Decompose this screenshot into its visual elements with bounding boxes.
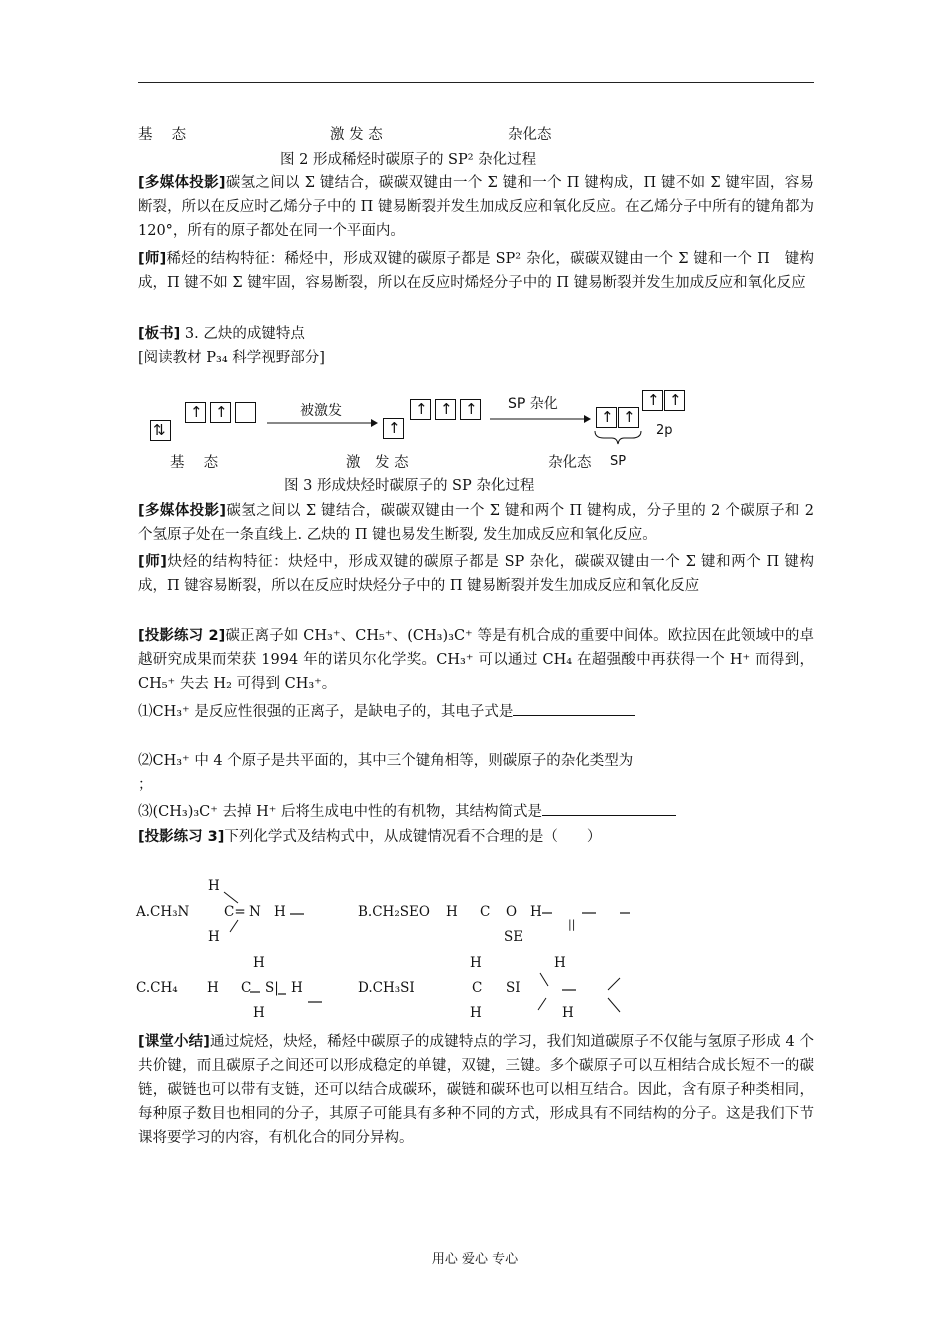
choice-a-label: A.CH₃N [136, 904, 190, 920]
exercise-3 [138, 825, 601, 849]
fig3-arrow2-label: SP 杂化 [508, 396, 558, 412]
arrow-up-down-icon: ⇅ [153, 421, 166, 439]
arrow-right-icon [490, 414, 592, 424]
board-note [138, 322, 305, 346]
orbital-box [383, 418, 404, 439]
paragraph-text: 碳氢之间以 Σ 键结合，碳碳双键由一个 Σ 键和两个 Π 键构成，分子里的 2 个碳原子和 2 个氢原子处在一条直线上. 乙炔的 Π 键也易发生断裂, 发生加成反应和氧化反应。 [138, 503, 814, 543]
paragraph-text: 炔烃的结构特征：炔烃中，形成双键的碳原子都是 SP 杂化，碳碳双键由一个 Σ 键和两个 Π 键构成，Π 键容易断裂，所以在反应时炔烃分子中的 Π 键易断裂并发生加成反应和氧化反应 [138, 554, 814, 594]
fig3-label-excited: 激 发 态 [346, 455, 409, 471]
atom-h: H [208, 929, 220, 945]
arrow-up-icon: ↑ [623, 408, 636, 426]
bond-lines-a [220, 890, 320, 935]
atom-n: N [249, 904, 261, 920]
atom-o: O [506, 904, 518, 920]
question-text: ⑴CH₃⁺ 是反应性很强的正离子，是缺电子的，其电子式是 [138, 704, 514, 720]
atom-h: H [291, 980, 303, 996]
question-3 [138, 800, 676, 824]
fig3-caption: 图 3 形成炔烃时碳原子的 SP 杂化过程 [284, 478, 535, 494]
paragraph-teacher-1 [138, 247, 814, 295]
arrow-up-icon: ↑ [190, 403, 203, 421]
orbital-box [435, 399, 456, 420]
orbital-box-sp [618, 407, 639, 428]
paragraph-teacher-2 [138, 550, 814, 598]
fig2-label-ground: 基 态 [138, 127, 187, 143]
atom-h: H [274, 904, 286, 920]
answer-blank[interactable] [542, 801, 676, 816]
arrow-up-icon: ↑ [669, 391, 682, 409]
orbital-box-sp [596, 407, 617, 428]
orbital-box [460, 399, 481, 420]
arrow-up-icon: ↑ [647, 391, 660, 409]
arrow-up-icon: ↑ [215, 403, 228, 421]
arrow-up-icon: ↑ [388, 419, 401, 437]
fig3-label-2p: 2p [656, 423, 673, 438]
paragraph-text: 通过烷烃，炔烃，稀烃中碳原子的成键特点的学习，我们知道碳原子不仅能与氢原子形成 4 个共价键，而且碳原子之间还可以形成稳定的单键，双键，三键。多个碳原子可以互相结合成长短不一的碳链，碳链也可以带有支链，还可以结合成碳环，碳链和碳环也可以相互结合。因此，含有原子种类相同，每种原子数目也相同的分子，其原子可能具有多种不同的方式，形成具有不同结构的分子。这是我们下节课将要学习的内容，有机化合的同分异构。 [138, 1034, 814, 1146]
board-text: 3. 乙炔的成键特点 [180, 326, 305, 342]
answer-blank[interactable] [513, 701, 635, 716]
fig2-label-hybrid: 杂化态 [508, 127, 552, 143]
tag-label: [投影练习 3] [138, 829, 225, 845]
orbital-box [235, 402, 256, 423]
class-summary [138, 1030, 814, 1150]
tag-label: [投影练习 2] [138, 628, 226, 644]
orbital-box-2p [642, 390, 663, 411]
atom-h: H [253, 955, 265, 971]
fig3-arrow1-label: 被激发 [300, 403, 342, 419]
atom-h: H [470, 955, 482, 971]
paragraph-multimedia-1 [138, 171, 814, 243]
arrow-up-icon: ↑ [601, 408, 614, 426]
atom-c: C [472, 980, 483, 996]
choice-c-label: C.CH₄ [136, 980, 178, 996]
paragraph-multimedia-2 [138, 499, 814, 547]
question-2-end: ； [138, 777, 153, 793]
fig3-label-ground: 基 态 [170, 455, 219, 471]
orbital-box [210, 402, 231, 423]
tag-label: [课堂小结] [138, 1034, 210, 1050]
orbital-box-2s-ground [150, 420, 171, 441]
bond-lines-b [540, 905, 640, 925]
tag-label: [多媒体投影] [138, 175, 226, 191]
tag-label: [师] [138, 251, 167, 267]
atom-h: H [208, 878, 220, 894]
paragraph-text: 稀烃的结构特征：稀烃中，形成双键的碳原子都是 SP² 杂化，碳碳双键由一个 Σ 键和一个 Π 键构成，Π 键不如 Σ 键牢固，容易断裂，所以在反应时烯烃分子中的 Π 键易断裂并发生加成反应和氧化反应 [138, 251, 814, 291]
fig2-caption: 图 2 形成稀烃时碳原子的 SP² 杂化过程 [280, 152, 537, 168]
arrow-right-icon [267, 418, 379, 428]
arrow-up-icon: ↑ [465, 400, 478, 418]
fig3-label-hybrid: 杂化态 [548, 455, 592, 471]
fig2-label-excited: 激 发 态 [330, 127, 383, 143]
atom-si: S| [265, 980, 279, 996]
brace-icon [594, 430, 642, 446]
question-1 [138, 700, 635, 724]
atom-h: H [446, 904, 458, 920]
atom-h: H [470, 1005, 482, 1021]
question-2: ⑵CH₃⁺ 中 4 个原子是共平面的，其中三个键角相等，则碳原子的杂化类型为 [138, 753, 634, 769]
exercise-2 [138, 624, 814, 696]
reading-note: [阅读教材 P₃₄ 科学视野部分] [138, 350, 325, 366]
tag-label: [多媒体投影] [138, 503, 227, 519]
atom-h: H [207, 980, 219, 996]
exercise-text: 下列化学式及结构式中，从成键情况看不合理的是（ ） [224, 829, 602, 845]
tag-label: [板书] [138, 326, 181, 342]
orbital-box-2p [664, 390, 685, 411]
bond-lines-d [530, 968, 630, 1018]
bond-lines-c [240, 980, 330, 1010]
orbital-box [410, 399, 431, 420]
fig3-label-sp: SP [610, 454, 627, 469]
atom-h: H [253, 1005, 265, 1021]
atom-se: SE [504, 929, 524, 945]
orbital-box [185, 402, 206, 423]
choice-b-label: B.CH₂SEO [358, 904, 430, 920]
arrow-up-icon: ↑ [440, 400, 453, 418]
atom-h: H [530, 904, 542, 920]
choice-d-label: D.CH₃SI [358, 980, 415, 996]
atom-c: C [241, 980, 252, 996]
atom-si: SI [506, 980, 521, 996]
atom-h: H [562, 1005, 574, 1021]
tag-label: [师] [138, 554, 167, 570]
paragraph-text: 碳氢之间以 Σ 键结合，碳碳双键由一个 Σ 键和一个 Π 键构成，Π 键不如 Σ 键牢固，容易断裂，所以在反应时乙烯分子中的 Π 键易断裂并发生加成反应和氧化反应。在乙烯分子中所有的键角都为 120°，所有的原子都处在同一个平面内。 [138, 175, 814, 239]
question-text: ⑶(CH₃)₃C⁺ 去掉 H⁺ 后将生成电中性的有机物，其结构简式是 [138, 804, 543, 820]
paragraph-text: 碳正离子如 CH₃⁺、CH₅⁺、(CH₃)₃C⁺ 等是有机合成的重要中间体。欧拉因在此领域中的卓越研究成果而荣获 1994 年的诺贝尔化学奖。CH₃⁺ 可以通过 CH₄ 在超强酸中再获得一个 H⁺ 而得到，CH₅⁺ 失去 H₂ 可得到 CH₃⁺。 [138, 628, 815, 692]
atom-c: C [480, 904, 491, 920]
atom-h: H [554, 955, 566, 971]
atom-c: C= [224, 904, 246, 920]
arrow-up-icon: ↑ [415, 400, 428, 418]
double-bond-mark: || [568, 918, 576, 931]
header-rule [138, 82, 814, 83]
page-footer: 用心 爱心 专心 [431, 1252, 519, 1267]
